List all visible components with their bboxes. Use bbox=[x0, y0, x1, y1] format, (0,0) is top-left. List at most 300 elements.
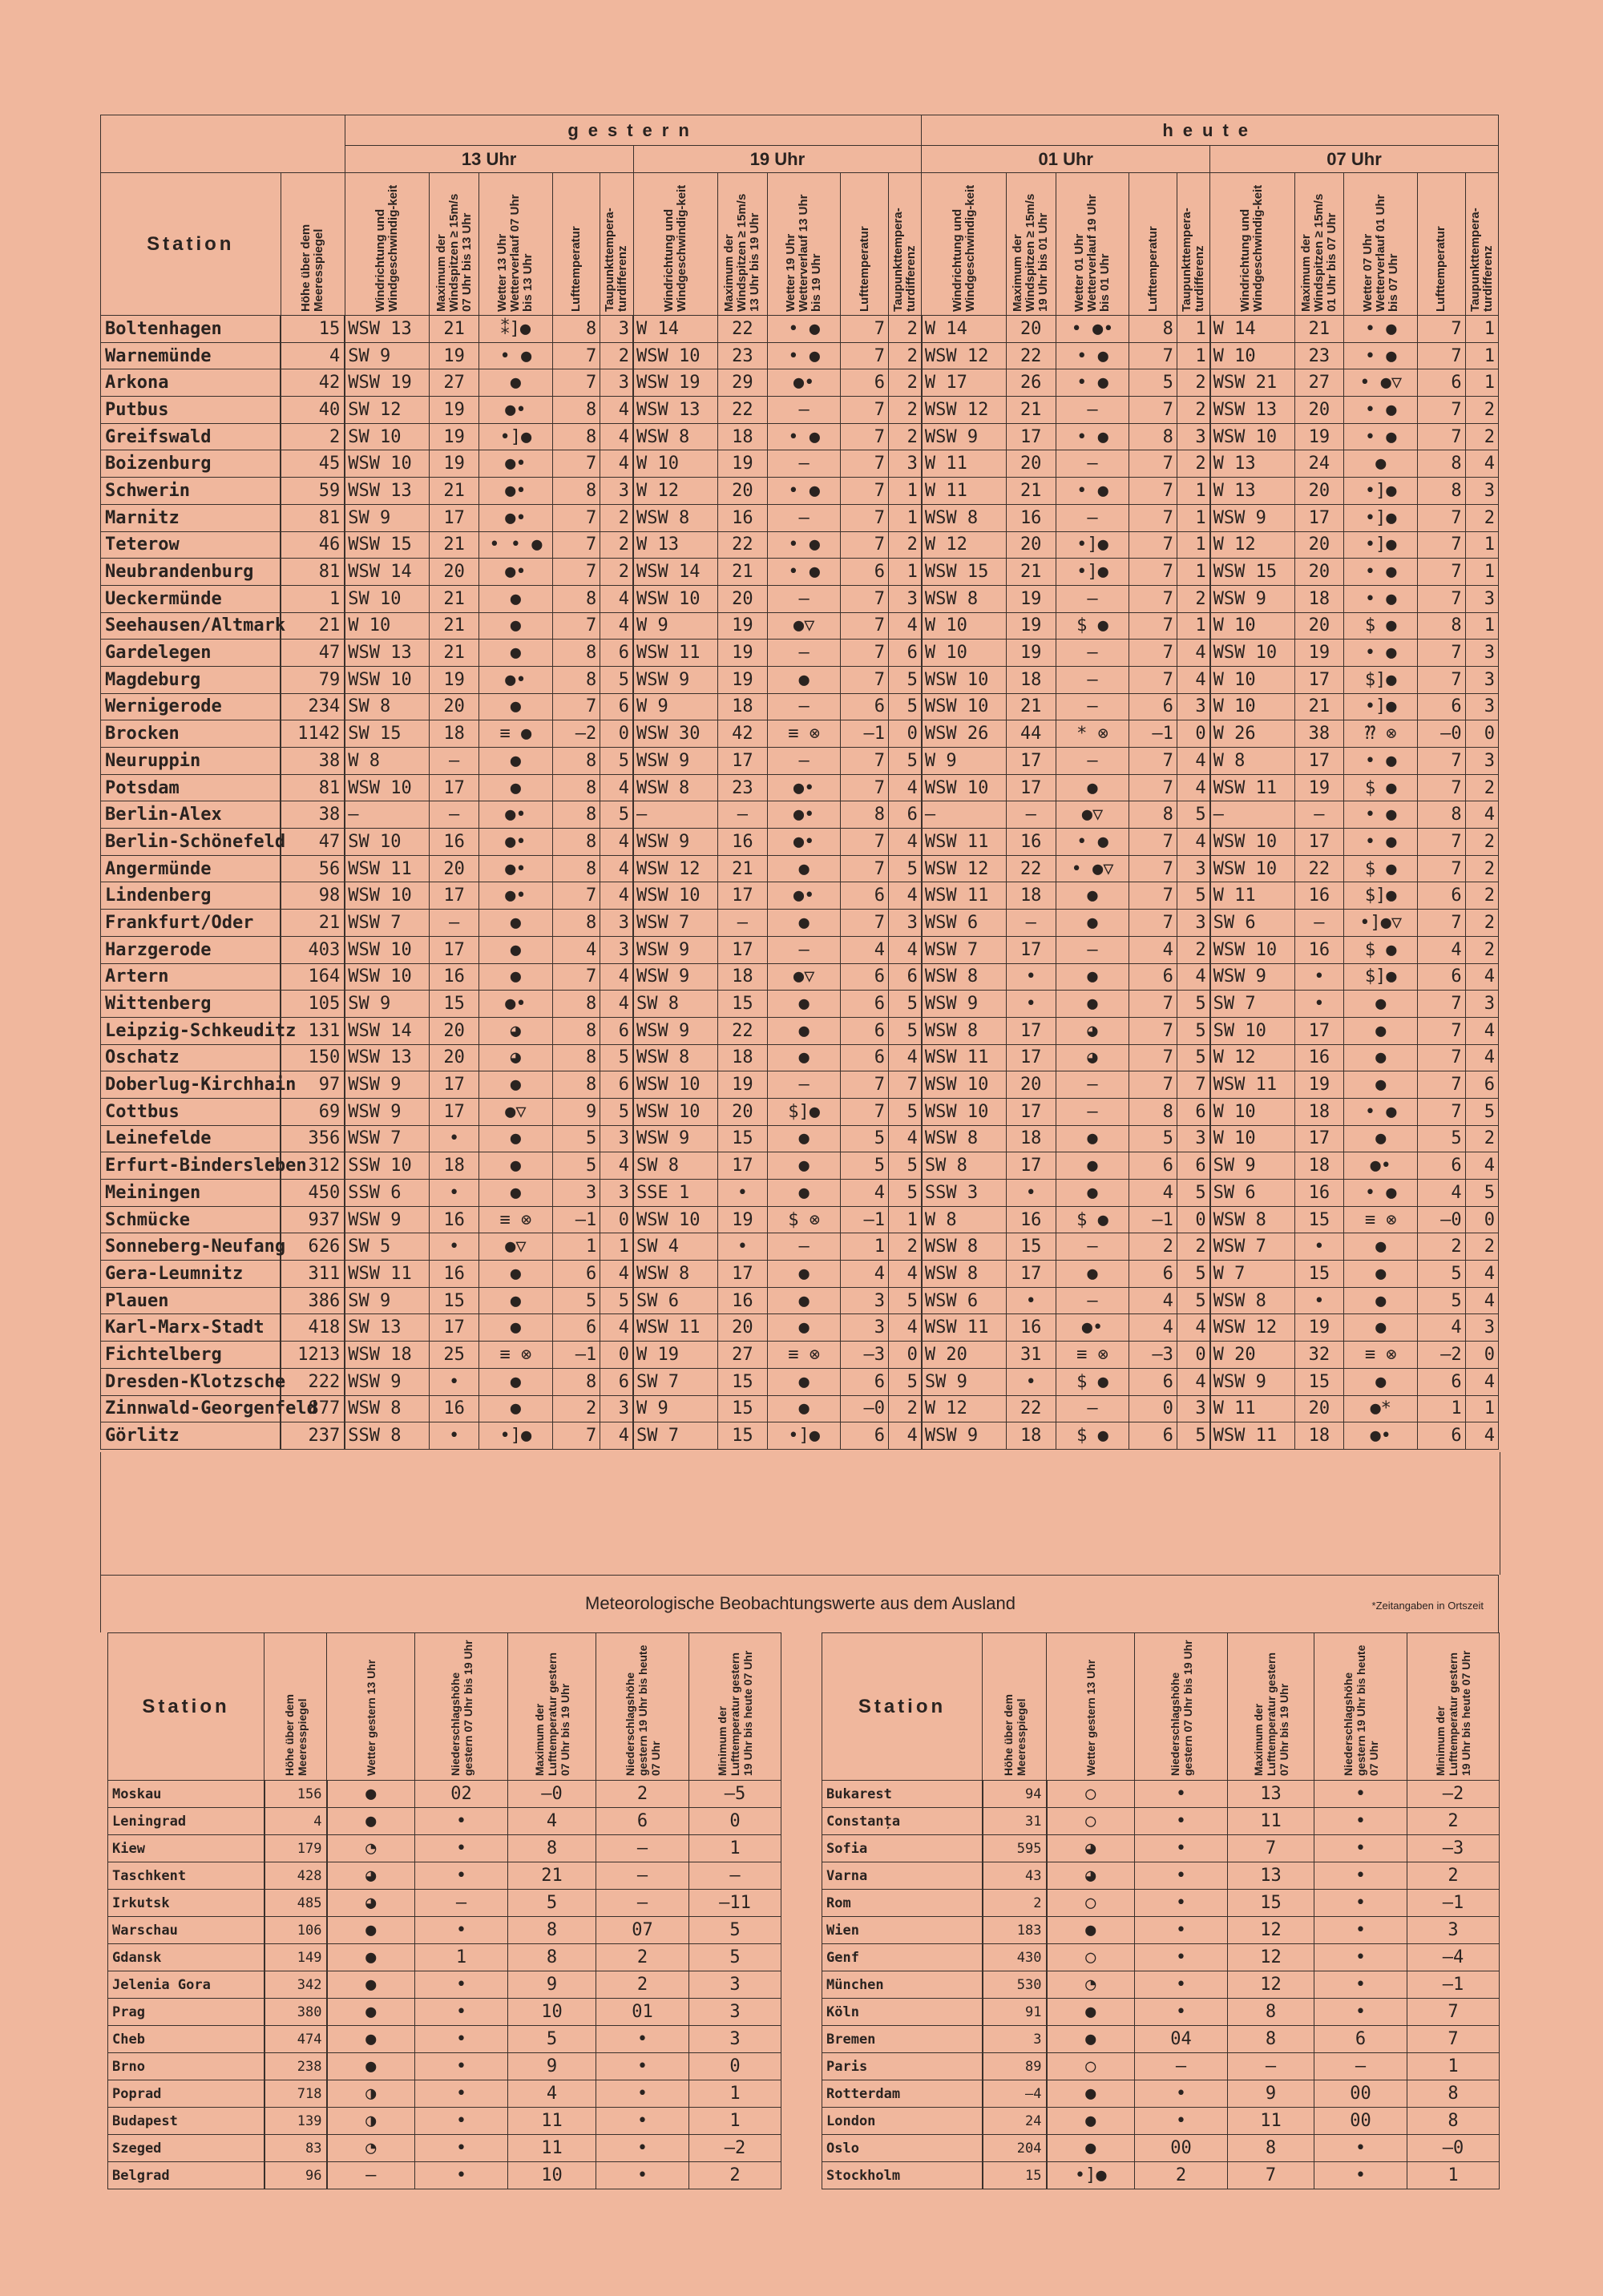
cell: ◔ bbox=[327, 1835, 415, 1862]
cell: 5 bbox=[889, 1017, 922, 1044]
cell: 6 bbox=[1129, 1152, 1177, 1180]
cell: 106 bbox=[264, 1917, 327, 1944]
cell: SW 4 bbox=[633, 1233, 717, 1261]
cell: 2 bbox=[889, 531, 922, 559]
cell: 17 bbox=[1006, 1261, 1056, 1288]
cell: 19 bbox=[717, 640, 767, 667]
cell: 19 bbox=[430, 342, 479, 369]
cell: 27 bbox=[430, 369, 479, 397]
cell: ● bbox=[767, 910, 841, 937]
cell: WSW 11 bbox=[922, 1314, 1006, 1342]
cell: ● bbox=[1047, 2080, 1135, 2108]
cell: 7 bbox=[1228, 1835, 1314, 1862]
cell: 6 bbox=[1129, 1422, 1177, 1450]
cell: 17 bbox=[717, 882, 767, 910]
cell: WSW 13 bbox=[345, 478, 429, 505]
cell: – bbox=[1314, 2053, 1407, 2080]
cell: 0 bbox=[889, 1342, 922, 1369]
cell: 7 bbox=[1418, 666, 1466, 693]
cell: 4 bbox=[1177, 1314, 1209, 1342]
cell: WSW 19 bbox=[345, 369, 429, 397]
station-name: Erfurt-Bindersleben bbox=[101, 1152, 281, 1180]
cell: • ● bbox=[767, 531, 841, 559]
cell: 7 bbox=[552, 612, 600, 640]
cell: 3 bbox=[1177, 1395, 1209, 1422]
foreign-station-header: Station bbox=[822, 1633, 983, 1781]
station-name: Angermünde bbox=[101, 855, 281, 882]
cell: ●• bbox=[1344, 1152, 1418, 1180]
cell: 428 bbox=[264, 1862, 327, 1890]
cell: 7 bbox=[1177, 1071, 1209, 1099]
cell: 3 bbox=[600, 936, 633, 963]
cell: 3 bbox=[1177, 1125, 1209, 1152]
cell: 2 bbox=[983, 1890, 1047, 1917]
cell: WSW 9 bbox=[1210, 504, 1294, 531]
cell: – bbox=[767, 1071, 841, 1099]
cell: 31 bbox=[1006, 1342, 1056, 1369]
cell: ●• bbox=[767, 369, 841, 397]
cell: 15 bbox=[1228, 1890, 1314, 1917]
cell: WSW 9 bbox=[633, 829, 717, 856]
station-name: Berlin-Schönefeld bbox=[101, 829, 281, 856]
cell: 7 bbox=[1418, 585, 1466, 612]
station-name: Zinnwald-Georgenfeld bbox=[101, 1395, 281, 1422]
cell: –1 bbox=[552, 1342, 600, 1369]
cell: 42 bbox=[717, 720, 767, 748]
cell: 1 bbox=[1465, 1395, 1498, 1422]
col-header-c07-2: Wetter 07 Uhr Wetterverlauf 01 Uhr bis 07 Uhr bbox=[1344, 173, 1418, 316]
cell: 0 bbox=[1177, 1206, 1209, 1233]
station-name: Rom bbox=[822, 1890, 983, 1917]
cell: WSW 10 bbox=[345, 882, 429, 910]
cell: • bbox=[415, 1917, 508, 1944]
cell: ⁑]● bbox=[479, 316, 553, 343]
cell: 8 bbox=[552, 748, 600, 775]
table-row bbox=[822, 2026, 1500, 2053]
cell: 45 bbox=[281, 450, 345, 478]
cell: • ● bbox=[1056, 478, 1129, 505]
cell: 7 bbox=[841, 450, 889, 478]
cell: 1 bbox=[689, 2080, 781, 2108]
table-row bbox=[822, 1944, 1500, 1971]
cell: 6 bbox=[841, 1044, 889, 1071]
cell: SW 8 bbox=[633, 1152, 717, 1180]
cell: • bbox=[1294, 963, 1344, 991]
cell: ● bbox=[327, 2026, 415, 2053]
cell: 2 bbox=[1465, 829, 1498, 856]
cell: 4 bbox=[1177, 666, 1209, 693]
station-name: London bbox=[822, 2108, 983, 2135]
cell: • ● bbox=[1056, 423, 1129, 450]
foreign-col-header-3: Maximum der Lufttemperatur gestern 07 Uhr bis 19 Uhr bbox=[1228, 1633, 1314, 1781]
cell: •]●▽ bbox=[1344, 910, 1418, 937]
cell: 2 bbox=[889, 316, 922, 343]
cell: 7 bbox=[1418, 748, 1466, 775]
station-name: Neubrandenburg bbox=[101, 559, 281, 586]
station-name: Warnemünde bbox=[101, 342, 281, 369]
cell: 6 bbox=[1418, 693, 1466, 720]
cell: – bbox=[430, 748, 479, 775]
cell: 20 bbox=[1006, 1071, 1056, 1099]
cell: • bbox=[1135, 2108, 1228, 2135]
cell: – bbox=[767, 640, 841, 667]
cell: –1 bbox=[841, 1206, 889, 1233]
cell: • ●▽ bbox=[1344, 369, 1418, 397]
cell: 6 bbox=[1418, 1368, 1466, 1395]
cell: WSW 10 bbox=[1210, 855, 1294, 882]
cell: • bbox=[430, 1125, 479, 1152]
cell: 00 bbox=[1314, 2080, 1407, 2108]
cell: $ ● bbox=[1344, 612, 1418, 640]
cell: 7 bbox=[1129, 478, 1177, 505]
cell: •]● bbox=[1344, 531, 1418, 559]
cell: 8 bbox=[552, 1017, 600, 1044]
station-name: Belgrad bbox=[108, 2162, 264, 2189]
cell: 13 bbox=[1228, 1781, 1314, 1808]
cell: SSW 6 bbox=[345, 1180, 429, 1207]
cell: 7 bbox=[1129, 1071, 1177, 1099]
cell: SW 10 bbox=[345, 829, 429, 856]
cell: 380 bbox=[264, 1999, 327, 2026]
cell: 22 bbox=[1006, 855, 1056, 882]
cell: 17 bbox=[1294, 504, 1344, 531]
station-name: Warschau bbox=[108, 1917, 264, 1944]
cell: 1 bbox=[1177, 612, 1209, 640]
table-row bbox=[101, 1152, 1499, 1180]
cell: 7 bbox=[841, 666, 889, 693]
cell: WSW 8 bbox=[1210, 1287, 1294, 1314]
cell: 7 bbox=[1418, 829, 1466, 856]
cell: 1 bbox=[1465, 559, 1498, 586]
cell: 22 bbox=[1006, 342, 1056, 369]
cell: –1 bbox=[1129, 1206, 1177, 1233]
cell: 0 bbox=[1465, 1342, 1498, 1369]
cell: 150 bbox=[281, 1044, 345, 1071]
cell: 21 bbox=[430, 612, 479, 640]
cell: – bbox=[1056, 397, 1129, 424]
cell: 18 bbox=[1006, 1125, 1056, 1152]
cell: 4 bbox=[1177, 748, 1209, 775]
cell: WSW 9 bbox=[922, 423, 1006, 450]
cell: 4 bbox=[552, 936, 600, 963]
cell: 12 bbox=[1228, 1971, 1314, 1999]
cell: • bbox=[1294, 991, 1344, 1018]
cell: 3 bbox=[1177, 855, 1209, 882]
cell: 20 bbox=[1006, 531, 1056, 559]
cell: 3 bbox=[889, 910, 922, 937]
cell: 7 bbox=[1418, 1017, 1466, 1044]
cell: WSW 8 bbox=[922, 1017, 1006, 1044]
cell: • ● bbox=[767, 316, 841, 343]
cell: 01 bbox=[596, 1999, 689, 2026]
cell: 16 bbox=[1294, 1180, 1344, 1207]
cell: •]● bbox=[1056, 559, 1129, 586]
cell: ● bbox=[479, 1261, 553, 1288]
cell: –0 bbox=[1407, 2135, 1500, 2162]
cell: WSW 7 bbox=[345, 1125, 429, 1152]
cell: 15 bbox=[717, 1368, 767, 1395]
cell: 2 bbox=[1177, 936, 1209, 963]
time-13: 13 Uhr bbox=[345, 146, 633, 173]
cell: 2 bbox=[281, 423, 345, 450]
cell: 20 bbox=[430, 1017, 479, 1044]
cell: WSW 9 bbox=[633, 1125, 717, 1152]
cell: 19 bbox=[717, 666, 767, 693]
cell: ● bbox=[479, 910, 553, 937]
cell: 15 bbox=[1294, 1206, 1344, 1233]
cell: 6 bbox=[1418, 963, 1466, 991]
cell: 204 bbox=[983, 2135, 1047, 2162]
cell: WSW 9 bbox=[633, 666, 717, 693]
cell: ≡ ⊗ bbox=[1056, 1342, 1129, 1369]
cell: 386 bbox=[281, 1287, 345, 1314]
cell: 4 bbox=[281, 342, 345, 369]
cell: 5 bbox=[552, 1125, 600, 1152]
col-header-c13-2: Wetter 13 Uhr Wetterverlauf 07 Uhr bis 13 Uhr bbox=[479, 173, 553, 316]
station-name: Sonneberg-Neufang bbox=[101, 1233, 281, 1261]
cell: 5 bbox=[1465, 1180, 1498, 1207]
cell: 7 bbox=[841, 585, 889, 612]
cell: ● bbox=[327, 1944, 415, 1971]
cell: W 19 bbox=[633, 1342, 717, 1369]
cell: 46 bbox=[281, 531, 345, 559]
col-header-c07-1: Maximum der Windspitzen ≥ 15m/s 01 Uhr bis 07 Uhr bbox=[1294, 173, 1344, 316]
col-header-c01-3: Lufttemperatur bbox=[1129, 173, 1177, 316]
blank-area bbox=[100, 1452, 1500, 1575]
cell: 1 bbox=[552, 1233, 600, 1261]
cell: 7 bbox=[1407, 2026, 1500, 2053]
cell: SW 9 bbox=[1210, 1152, 1294, 1180]
cell: 17 bbox=[717, 1152, 767, 1180]
cell: SW 9 bbox=[345, 991, 429, 1018]
table-row bbox=[822, 2053, 1500, 2080]
cell: 7 bbox=[841, 342, 889, 369]
col-header-c19-4: Taupunkttempera-turdifferenz bbox=[889, 173, 922, 316]
cell: WSW 10 bbox=[633, 1098, 717, 1125]
cell: • bbox=[430, 1233, 479, 1261]
cell: 5 bbox=[1177, 1017, 1209, 1044]
cell: 4 bbox=[1465, 1422, 1498, 1450]
cell: 19 bbox=[1294, 640, 1344, 667]
cell: SW 15 bbox=[345, 720, 429, 748]
cell: 6 bbox=[841, 882, 889, 910]
cell: 31 bbox=[983, 1808, 1047, 1835]
station-name: Constanța bbox=[822, 1808, 983, 1835]
cell: W 9 bbox=[633, 693, 717, 720]
cell: WSW 9 bbox=[633, 748, 717, 775]
cell: 5 bbox=[689, 1944, 781, 1971]
cell: ● bbox=[1344, 1261, 1418, 1288]
cell: 2 bbox=[1177, 369, 1209, 397]
cell: 0 bbox=[889, 720, 922, 748]
cell: 4 bbox=[600, 612, 633, 640]
cell: 8 bbox=[1129, 801, 1177, 829]
cell: 5 bbox=[1465, 1098, 1498, 1125]
cell: 7 bbox=[841, 774, 889, 801]
cell: W 10 bbox=[1210, 1098, 1294, 1125]
station-name: Moskau bbox=[108, 1781, 264, 1808]
station-name: Gardelegen bbox=[101, 640, 281, 667]
cell: 7 bbox=[841, 855, 889, 882]
cell: –2 bbox=[1407, 1781, 1500, 1808]
cell: 21 bbox=[1294, 693, 1344, 720]
cell: 937 bbox=[281, 1206, 345, 1233]
cell: 17 bbox=[1006, 1152, 1056, 1180]
cell: 10 bbox=[508, 2162, 596, 2189]
cell: 19 bbox=[1294, 774, 1344, 801]
cell: • ● bbox=[1056, 829, 1129, 856]
cell: 1 bbox=[1418, 1395, 1466, 1422]
table-row bbox=[101, 504, 1499, 531]
cell: 15 bbox=[1294, 1368, 1344, 1395]
cell: • bbox=[1135, 2080, 1228, 2108]
cell: 4 bbox=[1465, 1044, 1498, 1071]
cell: 3 bbox=[1177, 423, 1209, 450]
cell: 4 bbox=[1418, 1314, 1466, 1342]
cell: 79 bbox=[281, 666, 345, 693]
cell: 19 bbox=[430, 397, 479, 424]
station-name: Prag bbox=[108, 1999, 264, 2026]
cell: 6 bbox=[552, 1314, 600, 1342]
cell: 2 bbox=[596, 1944, 689, 1971]
cell: WSW 8 bbox=[922, 585, 1006, 612]
cell: 15 bbox=[717, 1125, 767, 1152]
cell: 8 bbox=[552, 397, 600, 424]
cell: 7 bbox=[552, 531, 600, 559]
cell: 5 bbox=[552, 1152, 600, 1180]
cell: ● bbox=[1056, 1180, 1129, 1207]
cell: – bbox=[345, 801, 429, 829]
cell: 17 bbox=[717, 936, 767, 963]
cell: 7 bbox=[1129, 666, 1177, 693]
cell: 1 bbox=[415, 1944, 508, 1971]
cell: 4 bbox=[600, 855, 633, 882]
cell: W 14 bbox=[633, 316, 717, 343]
cell: 23 bbox=[1294, 342, 1344, 369]
cell: WSW 11 bbox=[345, 855, 429, 882]
cell: W 13 bbox=[1210, 450, 1294, 478]
cell: 18 bbox=[717, 693, 767, 720]
cell: ● bbox=[327, 1917, 415, 1944]
table-row bbox=[108, 1835, 781, 1862]
cell: 4 bbox=[1465, 1152, 1498, 1180]
cell: WSW 11 bbox=[345, 1261, 429, 1288]
station-name: Magdeburg bbox=[101, 666, 281, 693]
cell: ● bbox=[767, 1017, 841, 1044]
cell: 237 bbox=[281, 1422, 345, 1450]
cell: ● bbox=[479, 936, 553, 963]
foreign-section-header bbox=[100, 1575, 1499, 1632]
cell: ○ bbox=[1047, 1890, 1135, 1917]
cell: 312 bbox=[281, 1152, 345, 1180]
foreign-col-header-0: Höhe über dem Meeresspiegel bbox=[983, 1633, 1047, 1781]
cell: 6 bbox=[1418, 1152, 1466, 1180]
cell: 403 bbox=[281, 936, 345, 963]
cell: 342 bbox=[264, 1971, 327, 1999]
cell: – bbox=[1056, 1233, 1129, 1261]
cell: 8 bbox=[552, 423, 600, 450]
cell: 8 bbox=[1418, 450, 1466, 478]
cell: W 11 bbox=[922, 478, 1006, 505]
cell: 7 bbox=[1418, 559, 1466, 586]
cell: 6 bbox=[1418, 1422, 1466, 1450]
cell: 21 bbox=[281, 612, 345, 640]
cell: WSW 10 bbox=[345, 774, 429, 801]
station-name: Lindenberg bbox=[101, 882, 281, 910]
cell: 2 bbox=[1407, 1862, 1500, 1890]
cell: ◕ bbox=[1047, 1835, 1135, 1862]
station-name: Karl-Marx-Stadt bbox=[101, 1314, 281, 1342]
cell: 5 bbox=[600, 748, 633, 775]
cell: ● bbox=[327, 1781, 415, 1808]
cell: • bbox=[1006, 1368, 1056, 1395]
foreign-col-header-4: Niederschlagshöhe gestern 19 Uhr bis heute 07 Uhr bbox=[596, 1633, 689, 1781]
cell: 4 bbox=[1129, 1287, 1177, 1314]
cell: 4 bbox=[600, 1152, 633, 1180]
cell: 2 bbox=[600, 504, 633, 531]
cell: ● bbox=[1056, 1125, 1129, 1152]
cell: 20 bbox=[1294, 1395, 1344, 1422]
cell: 0 bbox=[600, 1342, 633, 1369]
cell: 4 bbox=[600, 423, 633, 450]
station-name: Wien bbox=[822, 1917, 983, 1944]
cell: 18 bbox=[717, 423, 767, 450]
cell: W 9 bbox=[633, 612, 717, 640]
cell: WSW 8 bbox=[633, 423, 717, 450]
cell: • bbox=[430, 1422, 479, 1450]
cell: •]● bbox=[1344, 504, 1418, 531]
table-row bbox=[822, 1999, 1500, 2026]
cell: 17 bbox=[717, 748, 767, 775]
table-row bbox=[101, 1395, 1499, 1422]
station-name: Leningrad bbox=[108, 1808, 264, 1835]
cell: 15 bbox=[983, 2162, 1047, 2189]
cell: • bbox=[1314, 1917, 1407, 1944]
cell: 877 bbox=[281, 1395, 345, 1422]
cell: 8 bbox=[1129, 1098, 1177, 1125]
cell: 5 bbox=[1177, 1261, 1209, 1288]
cell: 3 bbox=[1465, 666, 1498, 693]
cell: – bbox=[767, 397, 841, 424]
cell: 18 bbox=[1294, 1422, 1344, 1450]
cell: 20 bbox=[717, 1098, 767, 1125]
cell: 1 bbox=[889, 504, 922, 531]
cell: 7 bbox=[552, 693, 600, 720]
cell: 7 bbox=[1129, 774, 1177, 801]
cell: ●• bbox=[767, 829, 841, 856]
cell: WSW 12 bbox=[1210, 1314, 1294, 1342]
cell: WSW 9 bbox=[922, 991, 1006, 1018]
cell: WSW 10 bbox=[633, 585, 717, 612]
cell: 7 bbox=[841, 531, 889, 559]
table-row bbox=[101, 316, 1499, 343]
cell: 19 bbox=[1294, 1314, 1344, 1342]
cell: 38 bbox=[281, 801, 345, 829]
cell: WSW 8 bbox=[922, 504, 1006, 531]
station-name: Leinefelde bbox=[101, 1125, 281, 1152]
cell: WSW 9 bbox=[922, 1422, 1006, 1450]
cell: 8 bbox=[552, 991, 600, 1018]
cell: 3 bbox=[600, 1180, 633, 1207]
cell: 5 bbox=[600, 1044, 633, 1071]
cell: – bbox=[1056, 936, 1129, 963]
cell: 8 bbox=[552, 1071, 600, 1099]
group-today: heute bbox=[922, 115, 1499, 146]
cell: • bbox=[430, 1368, 479, 1395]
cell: – bbox=[1056, 666, 1129, 693]
table-row bbox=[101, 342, 1499, 369]
cell: 1 bbox=[1177, 504, 1209, 531]
